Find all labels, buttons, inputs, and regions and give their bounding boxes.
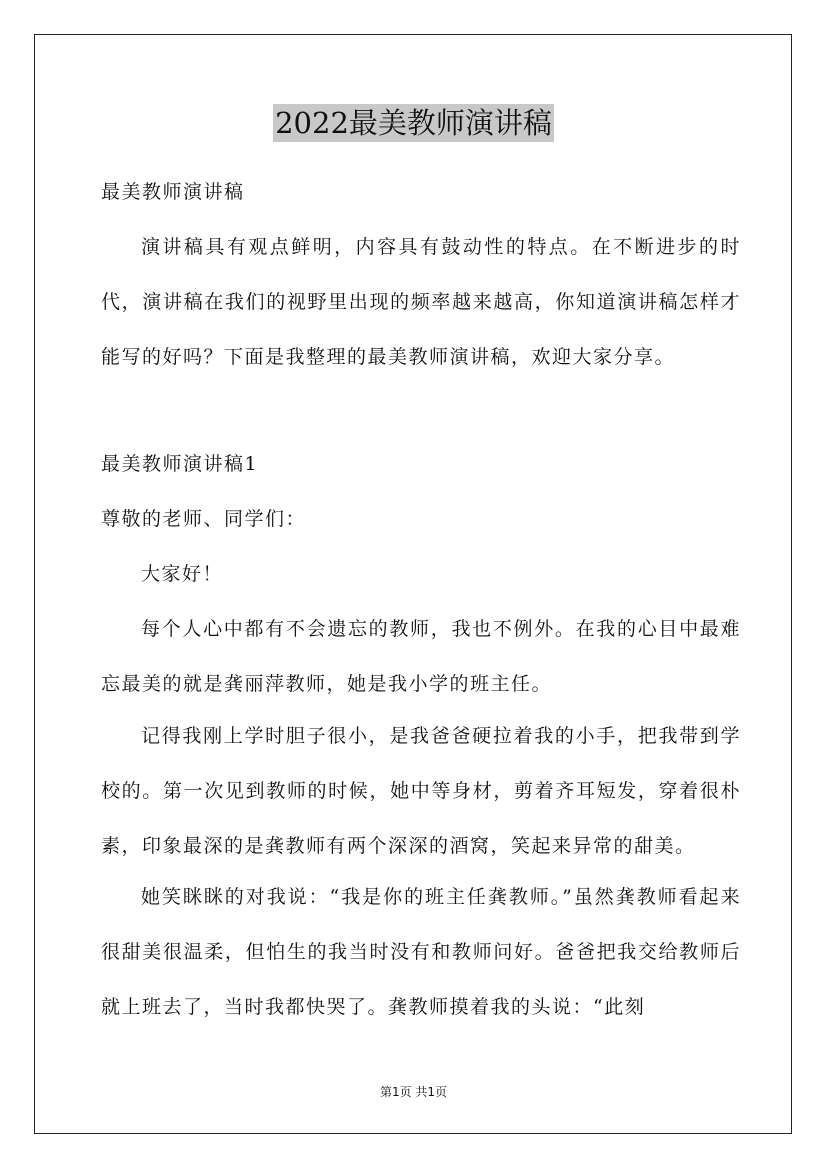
body-paragraph: 她笑眯眯的对我说：“我是你的班主任龚教师。”虽然龚教师看起来很甜美很温柔，但怕生的我当时没有和教师问好。爸爸把我交给教师后就上班去了，当时我都快哭了。龚教师摸着我的头说：“此刻 (101, 886, 741, 1018)
intro-paragraph: 演讲稿具有观点鲜明，内容具有鼓动性的特点。在不断进步的时代，演讲稿在我们的视野里出现的频率越来越高，你知道演讲稿怎样才能写的好吗？下面是我整理的最美教师演讲稿，欢迎大家分享。 (101, 236, 741, 368)
document-title-wrap (0, 104, 827, 142)
page-footer: 第1页 共1页 (379, 1085, 448, 1099)
document-title: 2022最美教师演讲稿 (275, 106, 552, 140)
greeting: 大家好！ (141, 563, 224, 585)
body-paragraph: 记得我刚上学时胆子很小，是我爸爸硬拉着我的小手，把我带到学校的。第一次见到教师的时候，她中等身材，剪着齐耳短发，穿着很朴素，印象最深的是龚教师有两个深深的酒窝，笑起来异常的甜美。 (101, 725, 741, 857)
section-heading: 最美教师演讲稿1 (101, 453, 259, 475)
subtitle: 最美教师演讲稿 (101, 181, 245, 203)
salutation: 尊敬的老师、同学们： (101, 508, 307, 530)
body-paragraph: 每个人心中都有不会遗忘的教师，我也不例外。在我的心目中最难忘最美的就是龚丽萍教师，她是我小学的班主任。 (101, 618, 741, 695)
